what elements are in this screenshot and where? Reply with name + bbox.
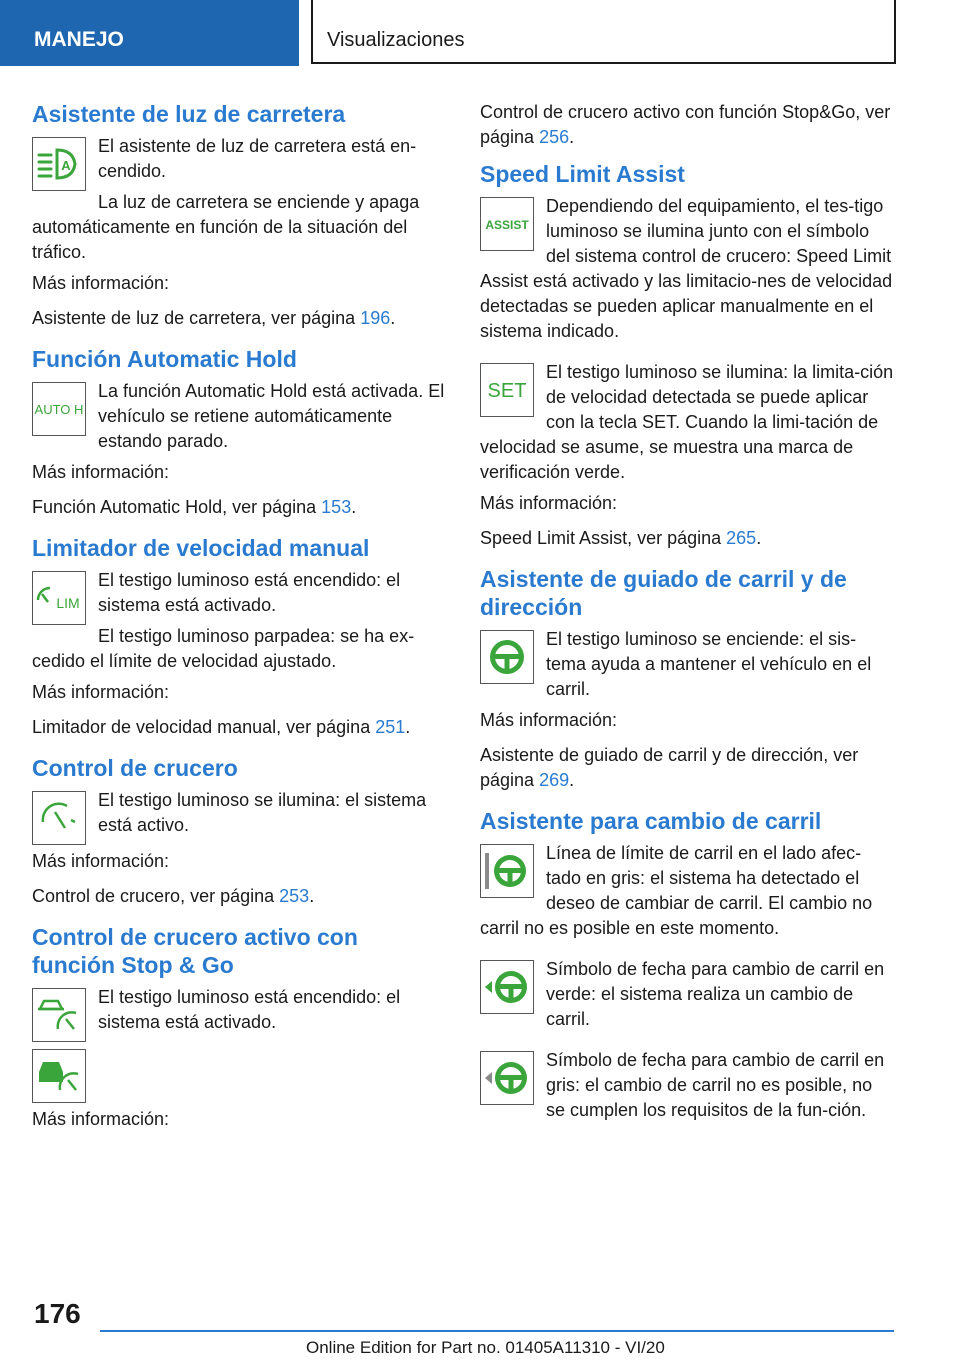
auto-hold-icon [32,382,86,436]
left-column [32,100,446,1146]
section-lane-change-assist [480,807,894,1129]
indicator-entry: Símbolo de fecha para cambio de carril en verde: el sistema realiza un cambio de carril. [480,957,894,1032]
page-link[interactable]: 253 [279,886,310,906]
page-link[interactable]: 265 [726,528,757,548]
footer-edition: Online Edition for Part no. 01405A11310 - VI/20 [306,1338,665,1357]
section-title: Asistente para cambio de carril [480,808,822,834]
indicator-entry: El testigo luminoso se enciende: el sis-tema ayuda a mantener el vehículo en el carril. [480,627,894,702]
section-title: Función Automatic Hold [32,346,297,372]
page-link[interactable]: 269 [539,770,570,790]
svg-text:A: A [61,158,71,173]
section-title: Limitador de velocidad manual [32,535,370,561]
indicator-entry: El testigo luminoso está encendido: el sistema está activado. [32,985,446,1041]
indicator-entry: ASSIST Dependiendo del equipamiento, el tes-tigo luminoso se ilumina junto con el símbolo del sistema control de crucero: Speed Limit Assist está activado y las limitacio-nes de velocidad detectadas se pueden aplicar manualmente en el sistema indicado. [480,196,893,341]
high-beam-assist-icon [32,137,86,191]
section-high-beam-assist: Asistente de luz de carretera A El asistente de luz de carretera está en-cendido. La luz de carretera se enciende y apaga automáticamente en función de la situación del tráfico. Más información: Asistente de luz de carretera, ver página 196. [32,100,446,331]
indicator-entry: AUTO H La función Automatic Hold está activada. El vehículo se retiene automáticamente estando parado. [32,379,446,454]
page-number: 176 [34,1298,81,1329]
indicator-entry: Símbolo de fecha para cambio de carril en gris: el cambio de carril no es posible, no se cumplen los requisitos de la fun-ción. [480,1048,894,1123]
section-active-cruise-stop-go: Control de crucero activo con función Stop & Go El testigo luminoso está encendido: el sistema está activado. Más información: [32,923,446,1132]
svg-text:LIM: LIM [56,595,80,611]
section-cruise-control: Control de crucero El testigo luminoso se ilumina: el sistema está activo. Más información: Control de crucero, ver página 253. [32,754,446,909]
page-link[interactable]: 251 [375,717,406,737]
header-section-tab: MANEJO [0,0,299,66]
section-speed-limit-assist: Speed Limit Assist ASSIST Dependiendo del equipamiento, el tes-tigo luminoso se ilumina junto con el símbolo del sistema control de crucero: Speed Limit Assist está activado y las limitacio-nes de velocidad detectadas se pueden aplicar manualmente en el sistema indicado. SET El testigo luminoso se ilumina: la limita-ción de velocidad detectada se puede aplicar con la tecla SET. Cuando la limi-tación de velocidad se asume, se muestra una marca de verificación verde. Más información: Speed Limit Assist, ver página 265. [480,161,894,548]
svg-text:SET: SET [487,380,527,402]
lane-change-green-arrow-icon [480,960,534,1014]
active-cruise-icon [32,988,86,1042]
set-icon [480,363,534,417]
section-title: Asistente de luz de carretera [32,101,346,127]
indicator-entry: Línea de límite de carril en el lado afec-tado en gris: el sistema ha detectado el deseo de cambiar de carril. El cambio no carril no es posible en este momento. [480,843,873,938]
svg-text:ASSIST: ASSIST [485,218,529,232]
section-title: Speed Limit Assist [480,161,685,187]
cruise-control-icon [32,791,86,845]
indicator-entry: LIM El testigo luminoso está encendido: el sistema está activado. El testigo luminoso parpadea: se ha ex-cedido el límite de velocidad ajustado. [32,570,415,671]
footer-divider [100,1330,894,1332]
section-title: Control de crucero activo con función Stop & Go [32,924,358,978]
right-column: Control de crucero activo con función Stop&Go, ver página 256. Speed Limit Assist ASSIST Dependiendo del equipamiento, el tes-tigo luminoso se ilumina junto con el símbolo del sistema control de crucero: Speed Limit Assist está activado y las limitacio-nes de velocidad detectadas se pueden aplicar manualmente en el sistema indicado. SET El testigo luminoso se ilumina: la limita-ción de velocidad detectada se puede aplicar con la tecla SET. Cuando la limi-tación de velocidad se asume, se muestra una marca de verificación verde. Más información: Speed Limit Assist, ver página 265. Asistente de guiado de carril y de dirección El testigo luminoso se enciende: el sis-tema ayuda a mantener el vehículo en el carril. Más información: Asistente de guiado de carril y de dirección, ver página 269. Asistente para cambio de carril Línea de límite de carril en el lado afec-tado en gris: el sistema ha detectado el deseo de cambiar de carril. El cambio no carril no es posible en este momento. Símbolo de fecha para cambio de carril en verde: el sistema realiza un cambio de carril. Símbolo de fecha para cambio de carril en gris: el cambio de carril no es posible, no se cumplen los requisitos de la fun-ción. [480,100,894,1143]
indicator-entry [32,1046,446,1102]
indicator-entry: SET El testigo luminoso se ilumina: la limita-ción de velocidad detectada se puede aplicar con la tecla SET. Cuando la limi-tación de velocidad se asume, se muestra una marca de verificación verde. [480,362,894,482]
section-title: Control de crucero [32,755,238,781]
section-manual-speed-limiter: Limitador de velocidad manual LIM El testigo luminoso está encendido: el sistema está activado. El testigo luminoso parpadea: se ha ex-cedido el límite de velocidad ajustado. Más información: Limitador de velocidad manual, ver página 251. [32,534,446,740]
indicator-entry: El testigo luminoso se ilumina: el sistema está activo. [32,788,446,844]
section-title: Asistente de guiado de carril y de dirección [480,566,847,620]
active-cruise-vehicle-icon [32,1049,86,1103]
page-link[interactable]: 153 [321,497,352,517]
header-title: Visualizaciones [311,0,896,64]
indicator-entry: A El asistente de luz de carretera está en-cendido. La luz de carretera se enciende y apaga automáticamente en función de la situación del tráfico. [32,136,420,262]
steering-wheel-icon [480,630,534,684]
page-link[interactable]: 256 [539,127,570,147]
svg-text:AUTO H: AUTO H [34,402,84,417]
speed-limiter-icon [32,571,86,625]
page-link[interactable]: 196 [360,308,391,328]
section-steering-lane-guidance: Asistente de guiado de carril y de dirección El testigo luminoso se enciende: el sis-tema ayuda a mantener el vehículo en el carril. Más información: Asistente de guiado de carril y de dirección, ver página 269. [480,565,894,793]
section-automatic-hold: Función Automatic Hold AUTO H La función Automatic Hold está activada. El vehículo se retiene automáticamente estando parado. Más información: Función Automatic Hold, ver página 153. [32,346,445,517]
lane-change-gray-arrow-icon [480,1051,534,1105]
assist-icon [480,197,534,251]
lane-boundary-steering-icon [480,844,534,898]
